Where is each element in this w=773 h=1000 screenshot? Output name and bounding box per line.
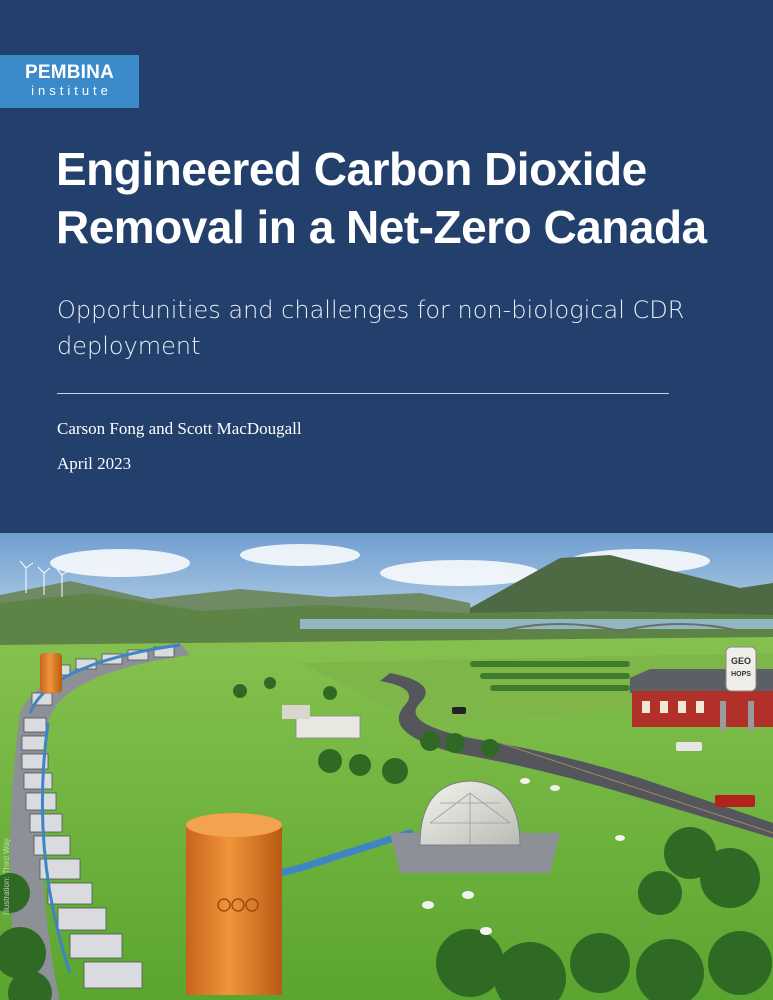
- illustration-credit: Illustration: Third Way: [2, 838, 11, 915]
- small-tank: [40, 653, 62, 693]
- report-subtitle: Opportunities and challenges for non-biological CDR deployment: [57, 296, 685, 360]
- geo-hops-tower: [726, 647, 756, 691]
- control-building: [296, 716, 360, 738]
- pembina-logo: [0, 55, 139, 108]
- sign-line2: HOPS: [731, 671, 751, 678]
- orchard: [470, 661, 630, 691]
- report-title: Engineered Carbon Dioxide Removal in a Net-Zero Canada: [56, 143, 707, 253]
- divider: [57, 393, 669, 394]
- pickup-truck: [715, 795, 755, 807]
- cover-illustration: [0, 533, 773, 1000]
- dark-car: [452, 707, 466, 714]
- sign-line1: GEO: [730, 656, 752, 666]
- report-authors: Carson Fong and Scott MacDougall: [57, 419, 302, 438]
- logo-line2: institute: [31, 83, 112, 98]
- white-car: [676, 742, 702, 751]
- logo-line1: PEMBINA: [24, 62, 114, 83]
- report-date: April 2023: [57, 454, 132, 473]
- small-building: [282, 705, 310, 719]
- storage-tank: [186, 813, 282, 995]
